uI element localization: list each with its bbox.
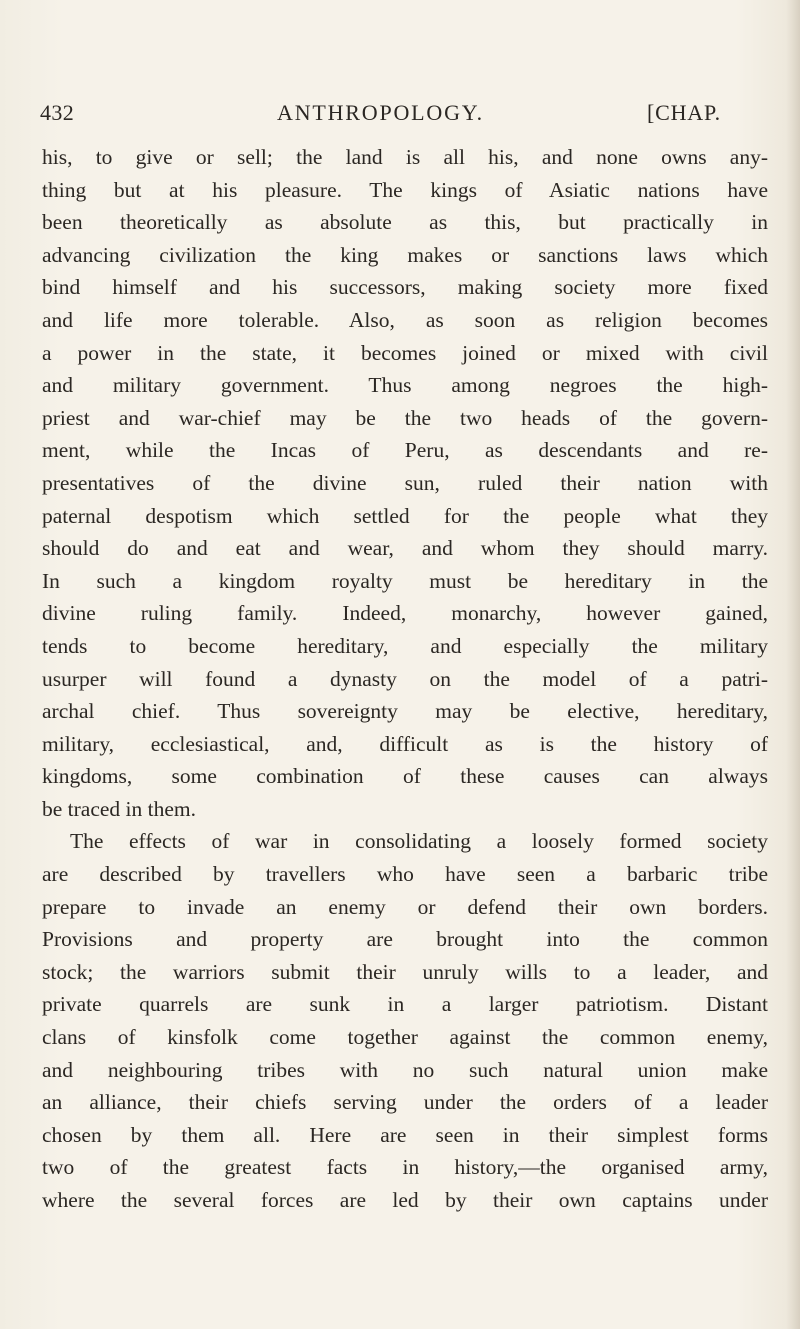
paragraph-first-line: The effects of war in consolidating a loosely formed society [70,829,768,854]
text-line: private quarrels are sunk in a larger patriotism. Distant [42,992,768,1017]
text-line: a power in the state, it becomes joined or mixed with civil [42,340,768,365]
text-line: divine ruling family. Indeed, monarchy, however gained, [42,601,768,626]
text-line: In such a kingdom royalty must be hereditary in the [42,568,768,593]
chapter-mark: [CHAP. [647,100,721,125]
text-line: clans of kinsfolk come together against the common enemy, [42,1025,768,1050]
text-line: and neighbouring tribes with no such natural union make [42,1057,768,1082]
text-line: his, to give or sell; the land is all his, and none owns any- [42,145,768,169]
text-line: chosen by them all. Here are seen in their simplest forms [42,1122,768,1147]
text-line: an alliance, their chiefs serving under the orders of a leader [42,1090,768,1115]
text-line: and life more tolerable. Also, as soon as religion becomes [42,307,768,332]
text-line: thing but at his pleasure. The kings of Asiatic nations have [42,177,768,202]
text-line: military, ecclesiastical, and, difficult as is the history of [42,731,768,756]
text-line: tends to become hereditary, and especially the military [42,633,768,658]
text-line: bind himself and his successors, making society more fixed [42,275,768,300]
text-line: been theoretically as absolute as this, but practically in [42,210,768,235]
running-title: ANTHROPOLOGY. [277,100,484,125]
text-line: are described by travellers who have seen a barbaric tribe [42,862,768,887]
text-line: advancing civilization the king makes or sanctions laws which [42,242,768,267]
text-line: where the several forces are led by their own captains under [42,1188,768,1212]
text-line: ment, while the Incas of Peru, as descendants and re- [42,438,768,463]
paragraph-last-line: be traced in them. [42,796,197,821]
running-header [40,100,780,140]
text-line: Provisions and property are brought into the common [42,927,768,952]
text-line: stock; the warriors submit their unruly wills to a leader, and [42,959,768,984]
text-line: kingdoms, some combination of these causes can always [42,764,768,789]
text-line: presentatives of the divine sun, ruled their nation with [42,470,768,495]
text-line: archal chief. Thus sovereignty may be elective, hereditary, [42,699,768,724]
page-edge-shadow [786,0,800,1329]
text-line: priest and war-chief may be the two heads of the govern- [42,405,768,430]
text-line: usurper will found a dynasty on the model of a patri- [42,666,768,691]
text-line: should do and eat and wear, and whom they should marry. [42,536,768,561]
page-number: 432 [40,100,75,125]
text-line: prepare to invade an enemy or defend their own borders. [42,894,768,919]
text-line: and military government. Thus among negroes the high- [42,373,768,398]
body-text [42,141,768,1217]
text-line: paternal despotism which settled for the people what they [42,503,768,528]
text-line: two of the greatest facts in history,—the organised army, [42,1155,768,1180]
